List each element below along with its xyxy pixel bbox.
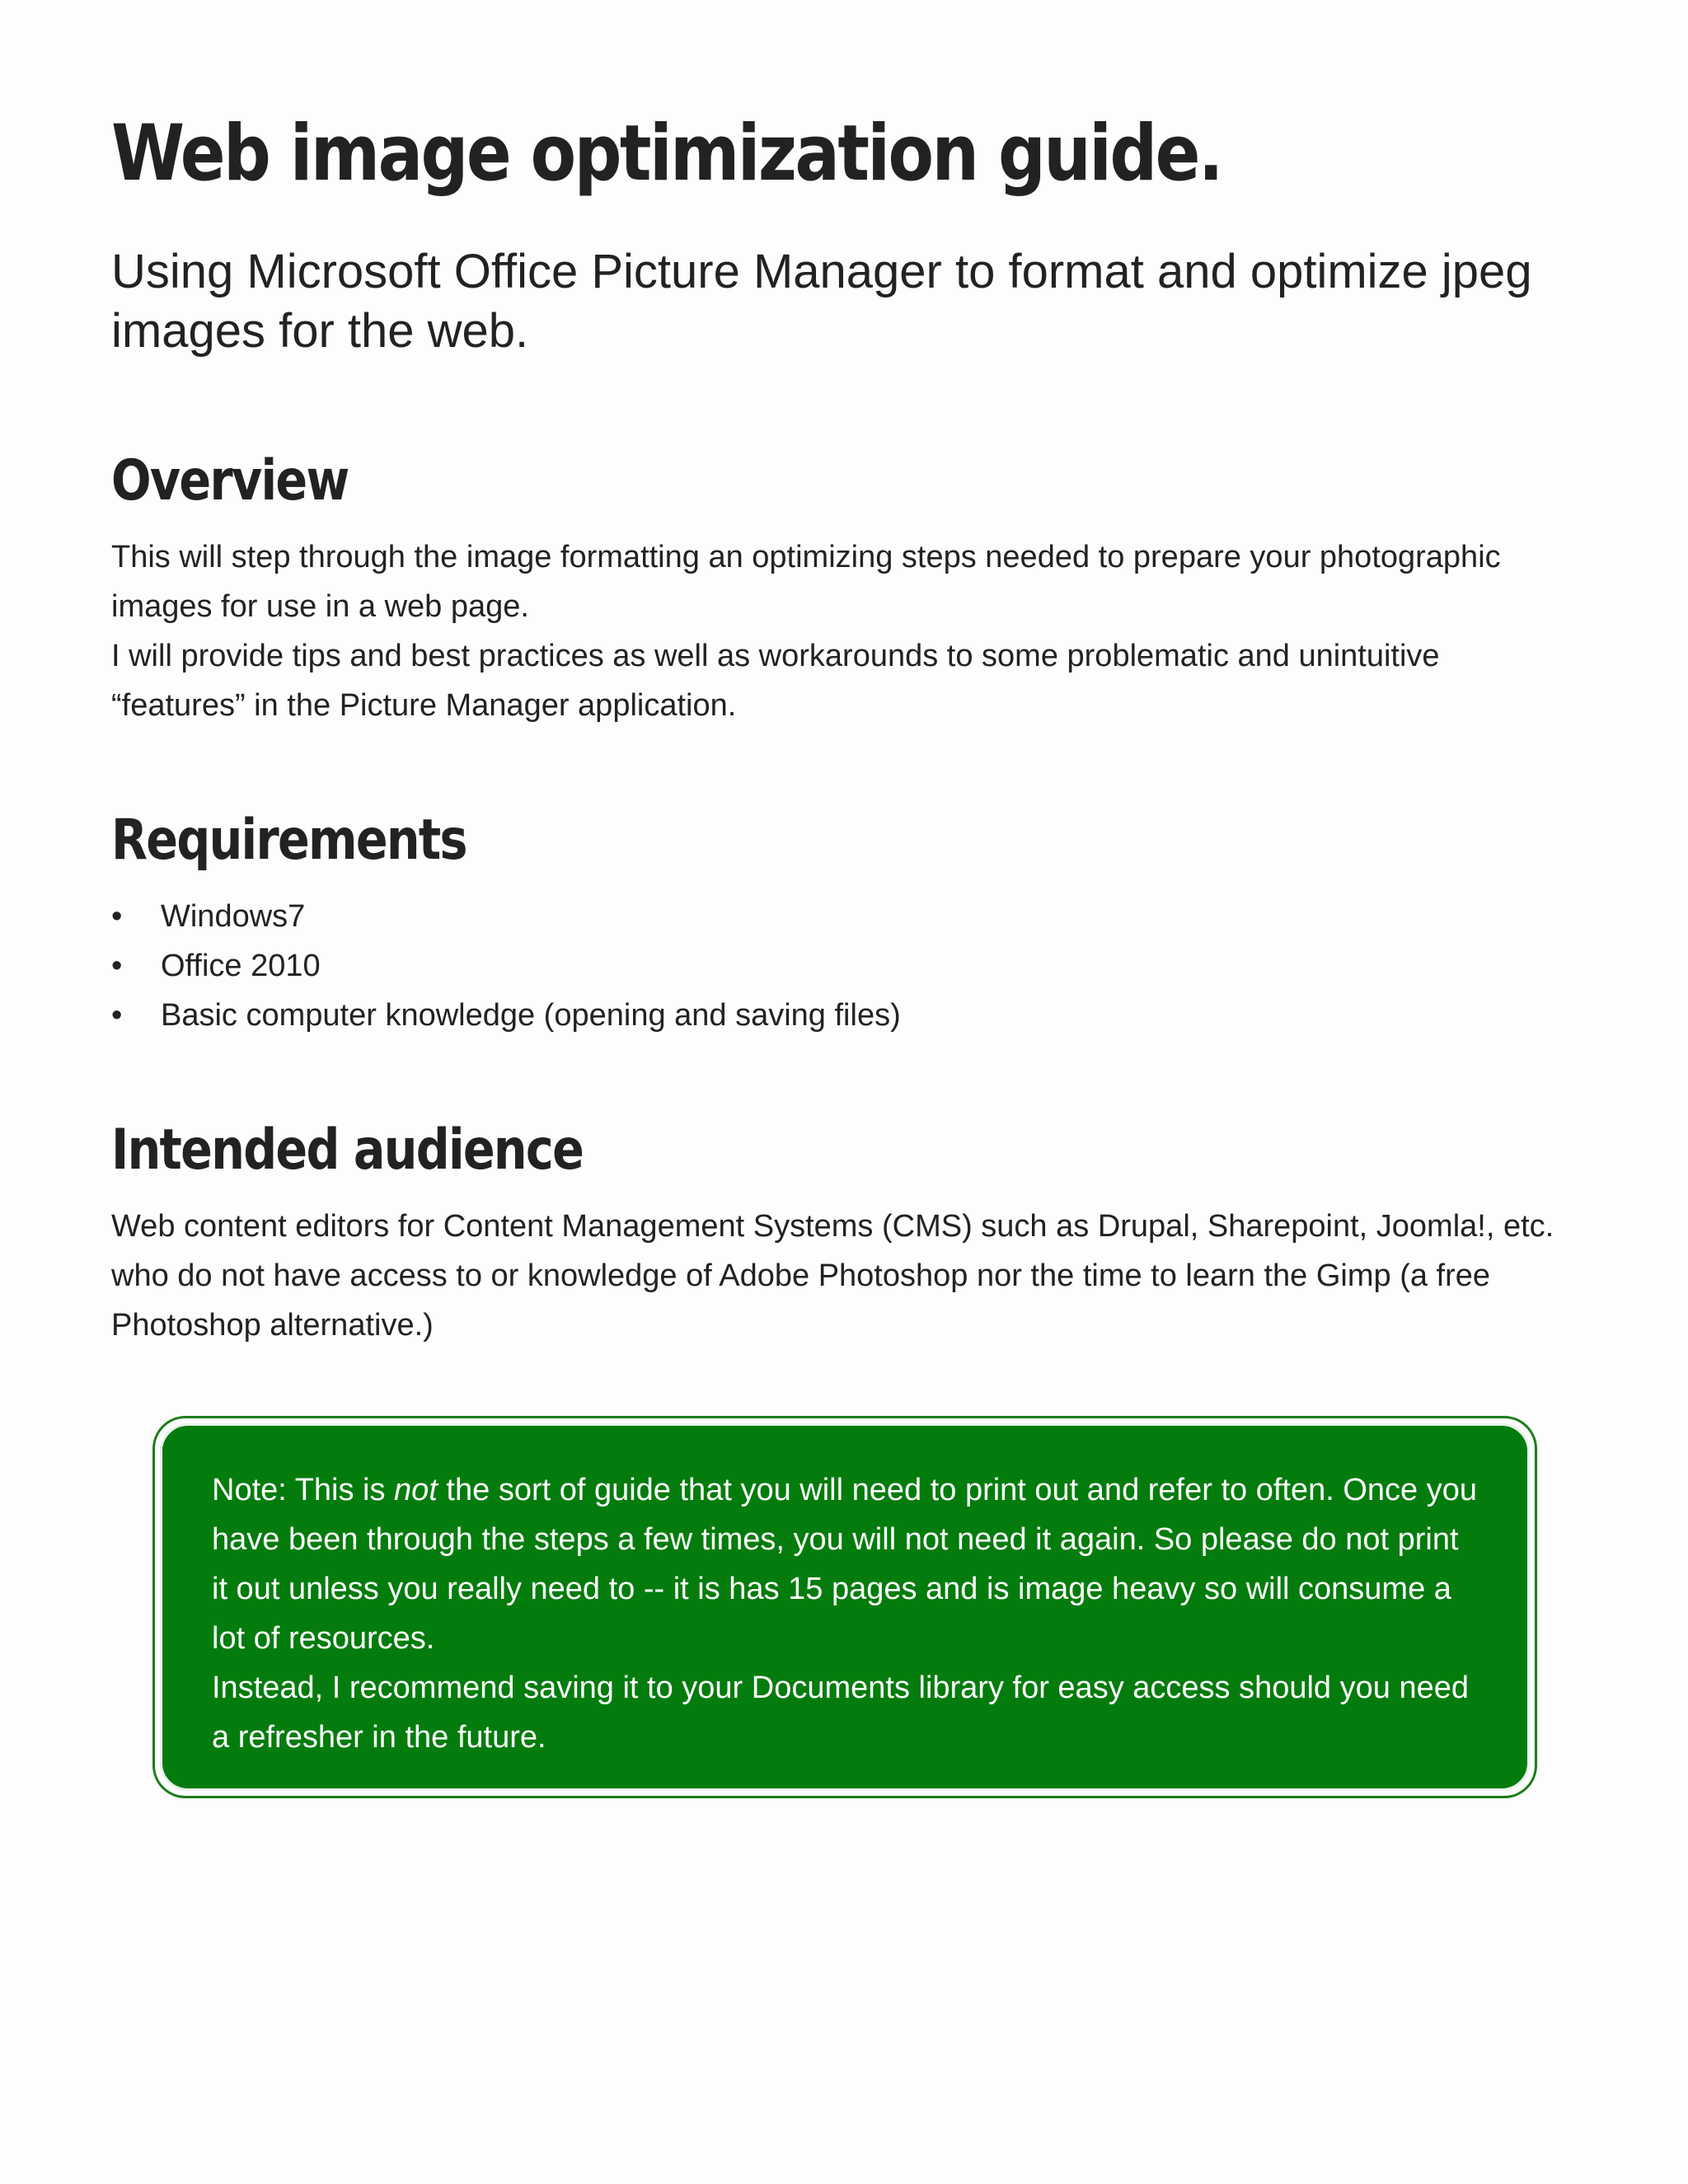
overview-paragraph-1: This will step through the image formatting an optimizing steps needed to prepare your photographic images for use in a web page. xyxy=(111,540,1501,624)
bullet-icon: • xyxy=(111,998,123,1033)
note-text-post: the sort of guide that you will need to print out and refer to often. Once you have been through the steps a few times, you will not need it again. So please do not print it out unless you really need to -- it is has 15 pages and is image heavy so will consume a lot of resources. xyxy=(212,1473,1477,1656)
page-title: Web image optimization guide. xyxy=(111,109,1222,199)
list-item-text: Office 2010 xyxy=(161,949,321,983)
list-item xyxy=(111,991,1556,1040)
note-paragraph-2: Instead, I recommend saving it to your Documents library for easy access should you need a refresher in the future. xyxy=(212,1671,1469,1755)
requirements-heading: Requirements xyxy=(111,808,467,873)
note-box xyxy=(152,1416,1537,1798)
bullet-icon: • xyxy=(111,899,123,934)
note-text-pre: Note: This is xyxy=(212,1473,395,1507)
audience-heading: Intended audience xyxy=(111,1118,584,1183)
list-item-text: Windows7 xyxy=(161,899,306,934)
requirements-list xyxy=(111,892,1556,1040)
overview-section xyxy=(111,448,1556,730)
list-item xyxy=(111,892,1556,941)
audience-section xyxy=(111,1118,1556,1350)
list-item xyxy=(111,941,1556,991)
page-subtitle: Using Microsoft Office Picture Manager to format and optimize jpeg images for the web. xyxy=(111,245,1532,358)
list-item-text: Basic computer knowledge (opening and saving files) xyxy=(161,998,901,1033)
requirements-section xyxy=(111,808,1556,1040)
bullet-icon: • xyxy=(111,949,123,983)
note-box-inner xyxy=(160,1423,1530,1791)
note-paragraph-1 xyxy=(212,1465,1478,1663)
audience-paragraph: Web content editors for Content Management Systems (CMS) such as Drupal, Sharepoint, Joomla!, etc. who do not have access to or knowledge of Adobe Photoshop nor the time to learn the Gimp (a free Photoshop alternative.) xyxy=(111,1209,1554,1343)
overview-heading: Overview xyxy=(111,448,349,513)
note-emphasis: not xyxy=(394,1473,438,1507)
overview-paragraph-2: I will provide tips and best practices as well as workarounds to some problematic and unintuitive “features” in the Picture Manager application. xyxy=(111,639,1440,723)
